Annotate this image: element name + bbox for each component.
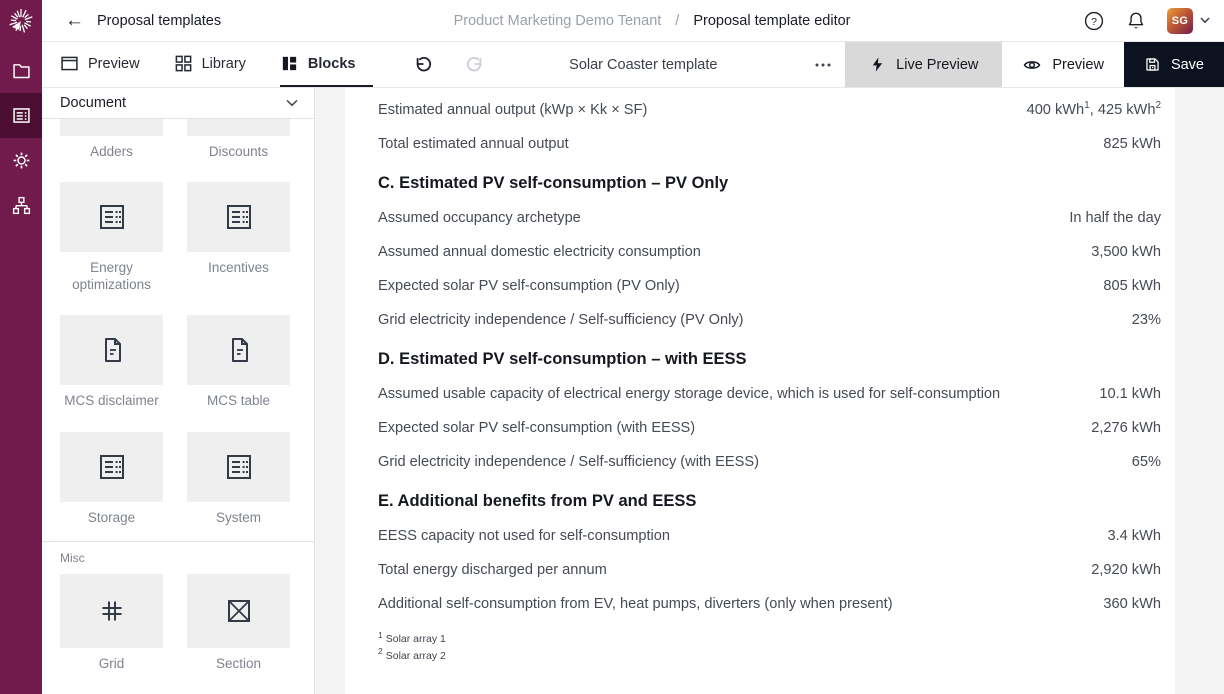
document-preview-area [315,88,1224,694]
block-tile-mcs-disclaimer[interactable]: MCS disclaimer [60,315,163,409]
value-superscript: 1 [1084,100,1090,112]
panel-title: Document [60,95,127,111]
breadcrumb [221,13,1083,29]
block-tile-mcs-table[interactable]: MCS table [187,315,290,409]
tab-preview[interactable] [60,42,140,87]
table-icon [60,119,163,136]
save-floppy-icon [1144,56,1161,73]
crossed-box-icon [187,574,290,648]
tab-blocks[interactable] [280,42,374,87]
tab-label: Preview [88,55,140,72]
svg-text:?: ? [1091,15,1097,28]
table-icon [187,182,290,252]
avatar: SG [1167,8,1193,34]
doc-row-value: In half the day [1069,210,1161,226]
block-tile-storage[interactable]: Storage [60,432,163,526]
save-button[interactable]: Save [1124,42,1224,87]
block-tile-system[interactable]: System [187,432,290,526]
live-preview-button[interactable]: Live Preview [845,42,1002,87]
settings-gear-icon[interactable] [0,138,42,183]
back-arrow-icon: ← [65,10,84,31]
document-dropdown[interactable] [42,88,314,119]
user-menu[interactable] [1167,8,1210,34]
misc-section [42,541,314,672]
doc-row-value: 10.1 kWh [1099,386,1161,402]
doc-row-value: 2,920 kWh [1091,562,1161,578]
value-superscript: 2 [1155,100,1161,112]
top-header [42,0,1224,42]
lightning-icon [869,56,886,73]
preview-button[interactable]: Preview [1002,42,1124,87]
blocks-sidebar [42,88,315,694]
block-tile-grid[interactable]: Grid [60,574,163,672]
grid-squares-icon [174,54,193,73]
document-icon [187,315,290,385]
doc-row-value: 23% [1131,312,1161,328]
doc-row-value: 360 kWh [1103,596,1161,612]
table-icon [60,432,163,502]
breadcrumb-separator: / [675,12,680,29]
doc-row-value: 3,500 kWh [1091,244,1161,260]
blocks-icon [280,54,299,73]
hierarchy-icon[interactable] [0,183,42,228]
doc-row: Total energy discharged per annum 2,920 kWh [378,562,1161,578]
help-icon[interactable] [1083,10,1105,32]
eye-icon [1022,55,1042,75]
editor-toolbar [42,42,1224,88]
doc-row-value: 2,276 kWh [1091,420,1161,436]
back-button[interactable] [65,11,221,30]
section-heading: E. Additional benefits from PV and EESS [378,492,697,510]
doc-row-value: 65% [1131,454,1161,470]
document-page [345,88,1175,694]
section-heading: C. Estimated PV self-consumption – PV Only [378,174,729,192]
folder-icon[interactable] [0,48,42,93]
block-tile-energy-optimizations[interactable]: Energy optimizations [60,182,163,293]
doc-row-value: 3.4 kWh [1107,528,1161,544]
hash-grid-icon [60,574,163,648]
doc-row-value: 825 kWh [1103,136,1161,152]
blocks-list [42,119,314,694]
doc-row: Grid electricity independence / Self-sufficiency (with EESS) 65% [378,454,1161,470]
section-heading: D. Estimated PV self-consumption – with EESS [378,350,747,368]
doc-row: EESS capacity not used for self-consumption 3.4 kWh [378,528,1161,544]
doc-row: Additional self-consumption from EV, heat pumps, diverters (only when present) 360 kWh [378,596,1161,612]
chevron-down-icon [1200,17,1210,24]
template-name-field[interactable]: Solar Coaster template [569,56,718,73]
chevron-down-icon [286,99,298,107]
misc-section-label: Misc [60,551,85,566]
doc-row: Assumed annual domestic electricity consumption 3,500 kWh [378,244,1161,260]
undo-icon[interactable] [413,55,433,75]
doc-row-value: 400 kWh$^1$, 425 kWh$^2$ [1026,100,1161,118]
redo-icon[interactable] [465,55,485,75]
footnote: $^1$ Solar array 1 [378,629,446,645]
nav-rail [0,0,42,694]
tab-label: Library [201,55,246,72]
footnote: $^2$ Solar array 2 [378,646,446,662]
doc-row: Assumed usable capacity of electrical energy storage device, which is used for self-consumption 10.1 kWh [378,386,1161,402]
blocks-panel-icon[interactable] [0,93,42,138]
ellipsis-icon[interactable] [801,42,845,87]
doc-row: Estimated annual output (kWp × Kk × SF) 400 kWh$^1$, 425 kWh$^2$ [378,100,1161,118]
table-icon [187,119,290,136]
tab-label: Blocks [307,55,356,72]
block-tile-section[interactable]: Section [187,574,290,672]
table-icon [187,432,290,502]
window-icon [60,54,79,73]
doc-row: Grid electricity independence / Self-sufficiency (PV Only) 23% [378,312,1161,328]
table-icon [60,182,163,252]
breadcrumb-tenant: Product Marketing Demo Tenant [453,12,662,29]
sunburst-logo[interactable] [0,0,42,42]
doc-row: Assumed occupancy archetype In half the day [378,210,1161,226]
tab-library[interactable] [174,42,246,87]
doc-row: Expected solar PV self-consumption (with EESS) 2,276 kWh [378,420,1161,436]
doc-row: Expected solar PV self-consumption (PV Only) 805 kWh [378,278,1161,294]
breadcrumb-current: Proposal template editor [693,12,851,29]
notifications-bell-icon[interactable] [1125,10,1147,32]
doc-row-value: 805 kWh [1103,278,1161,294]
block-tile-adders[interactable]: Adders [60,119,163,160]
document-icon [60,315,163,385]
footnotes [378,631,1161,665]
block-tile-incentives[interactable]: Incentives [187,182,290,293]
block-tile-discounts[interactable]: Discounts [187,119,290,160]
doc-row: Total estimated annual output 825 kWh [378,136,1161,152]
back-label: Proposal templates [97,12,222,29]
